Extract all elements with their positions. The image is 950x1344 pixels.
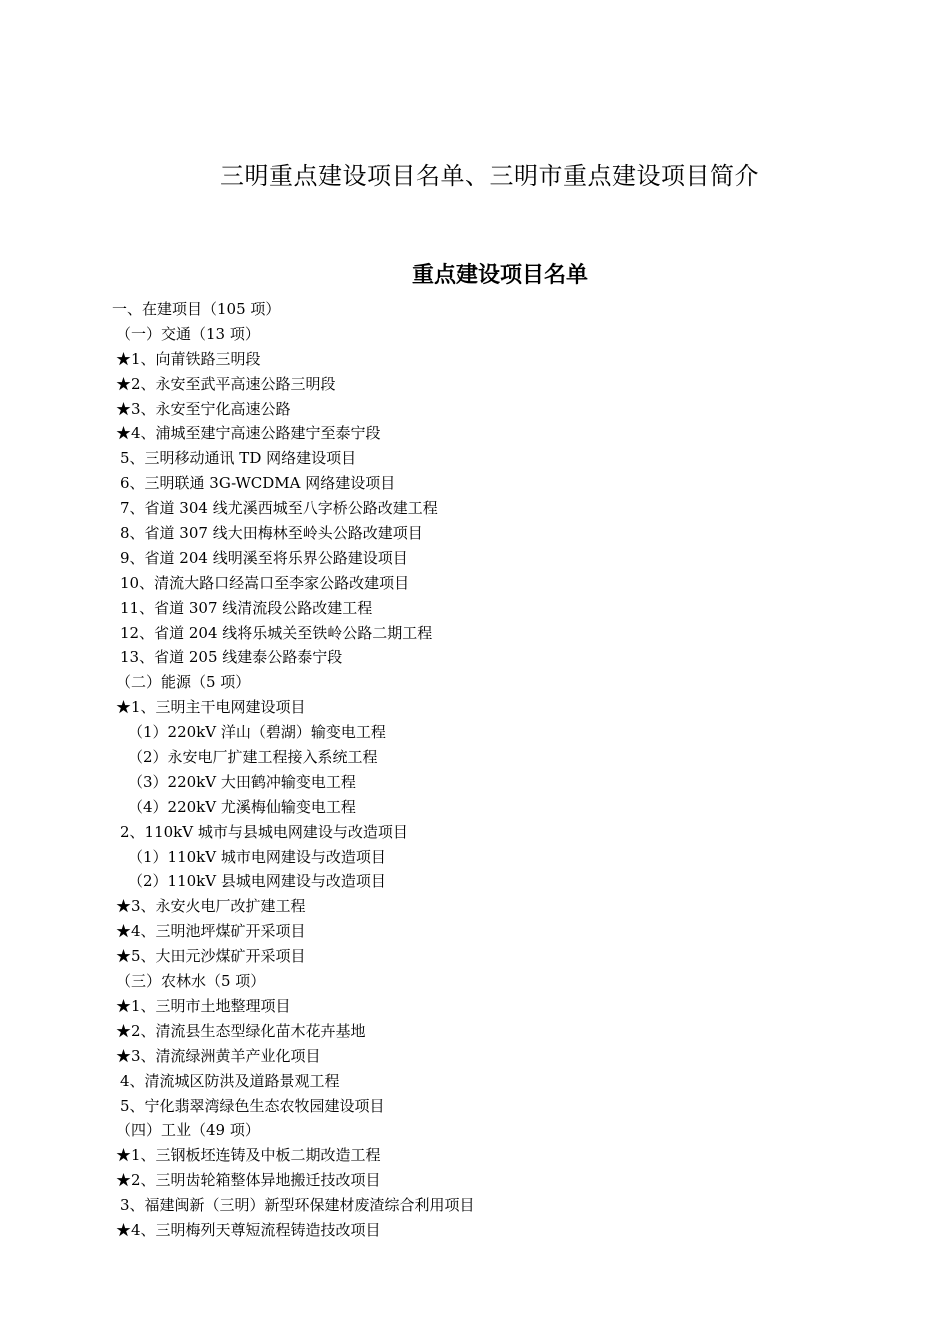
list-item: ★1、三钢板坯连铸及中板二期改造工程 [116,1146,381,1165]
list-item: ★3、清流绿洲黄羊产业化项目 [116,1046,321,1065]
list-item: （2）110kV 县城电网建设与改造项目 [128,872,386,891]
list-item: （一）交通（13 项） [116,324,260,343]
list-item: 9、省道 204 线明溪至将乐界公路建设项目 [120,548,408,567]
list-item: （1）110kV 城市电网建设与改造项目 [128,847,386,866]
page-title: 三明重点建设项目名单、三明市重点建设项目简介 [220,162,759,190]
list-item: ★4、三明梅列天尊短流程铸造技改项目 [116,1220,381,1239]
list-item: （三）农林水（5 项） [116,972,266,991]
list-item: 12、省道 204 线将乐城关至铁岭公路二期工程 [120,623,433,642]
list-item: 3、福建闽新（三明）新型环保建材废渣综合利用项目 [120,1196,475,1215]
project-list [112,297,475,1243]
list-item: （二）能源（5 项） [116,673,251,692]
list-item: （4）220kV 尤溪梅仙输变电工程 [128,797,356,816]
list-item: 10、清流大路口经嵩口至李家公路改建项目 [120,573,410,592]
list-item: （3）220kV 大田鹤冲输变电工程 [128,772,356,791]
list-item: ★3、永安火电厂改扩建工程 [116,897,306,916]
list-item: 4、清流城区防洪及道路景观工程 [120,1071,340,1090]
list-item: ★2、永安至武平高速公路三明段 [116,374,336,393]
list-item: 13、省道 205 线建泰公路泰宁段 [120,648,343,667]
list-item: 一、在建项目（105 项） [112,300,281,318]
list-item: 11、省道 307 线清流段公路改建工程 [120,598,373,617]
list-item: 8、省道 307 线大田梅林至岭头公路改建项目 [120,524,423,543]
list-item: 5、三明移动通讯 TD 网络建设项目 [120,449,357,468]
list-item: ★1、三明主干电网建设项目 [116,698,306,717]
list-item: 2、110kV 城市与县城电网建设与改造项目 [120,822,408,841]
list-item: （2）永安电厂扩建工程接入系统工程 [128,748,378,767]
list-item: ★5、大田元沙煤矿开采项目 [116,947,306,966]
list-item: ★4、浦城至建宁高速公路建宁至泰宁段 [116,424,381,443]
list-item: 7、省道 304 线尤溪西城至八字桥公路改建工程 [120,499,438,518]
list-item: 6、三明联通 3G-WCDMA 网络建设项目 [120,474,396,493]
list-item: （1）220kV 洋山（碧湖）输变电工程 [128,723,386,742]
list-item: ★2、清流县生态型绿化苗木花卉基地 [116,1021,366,1040]
list-item: ★3、永安至宁化高速公路 [116,399,291,418]
list-item: （四）工业（49 项） [116,1121,260,1140]
list-item: ★1、三明市土地整理项目 [116,996,291,1015]
list-item: ★4、三明池坪煤矿开采项目 [116,922,306,941]
list-item: 5、宁化翡翠湾绿色生态农牧园建设项目 [120,1096,385,1115]
list-item: ★2、三明齿轮箱整体异地搬迁技改项目 [116,1171,381,1190]
section-title: 重点建设项目名单 [411,263,588,288]
list-item: ★1、向莆铁路三明段 [116,349,261,368]
